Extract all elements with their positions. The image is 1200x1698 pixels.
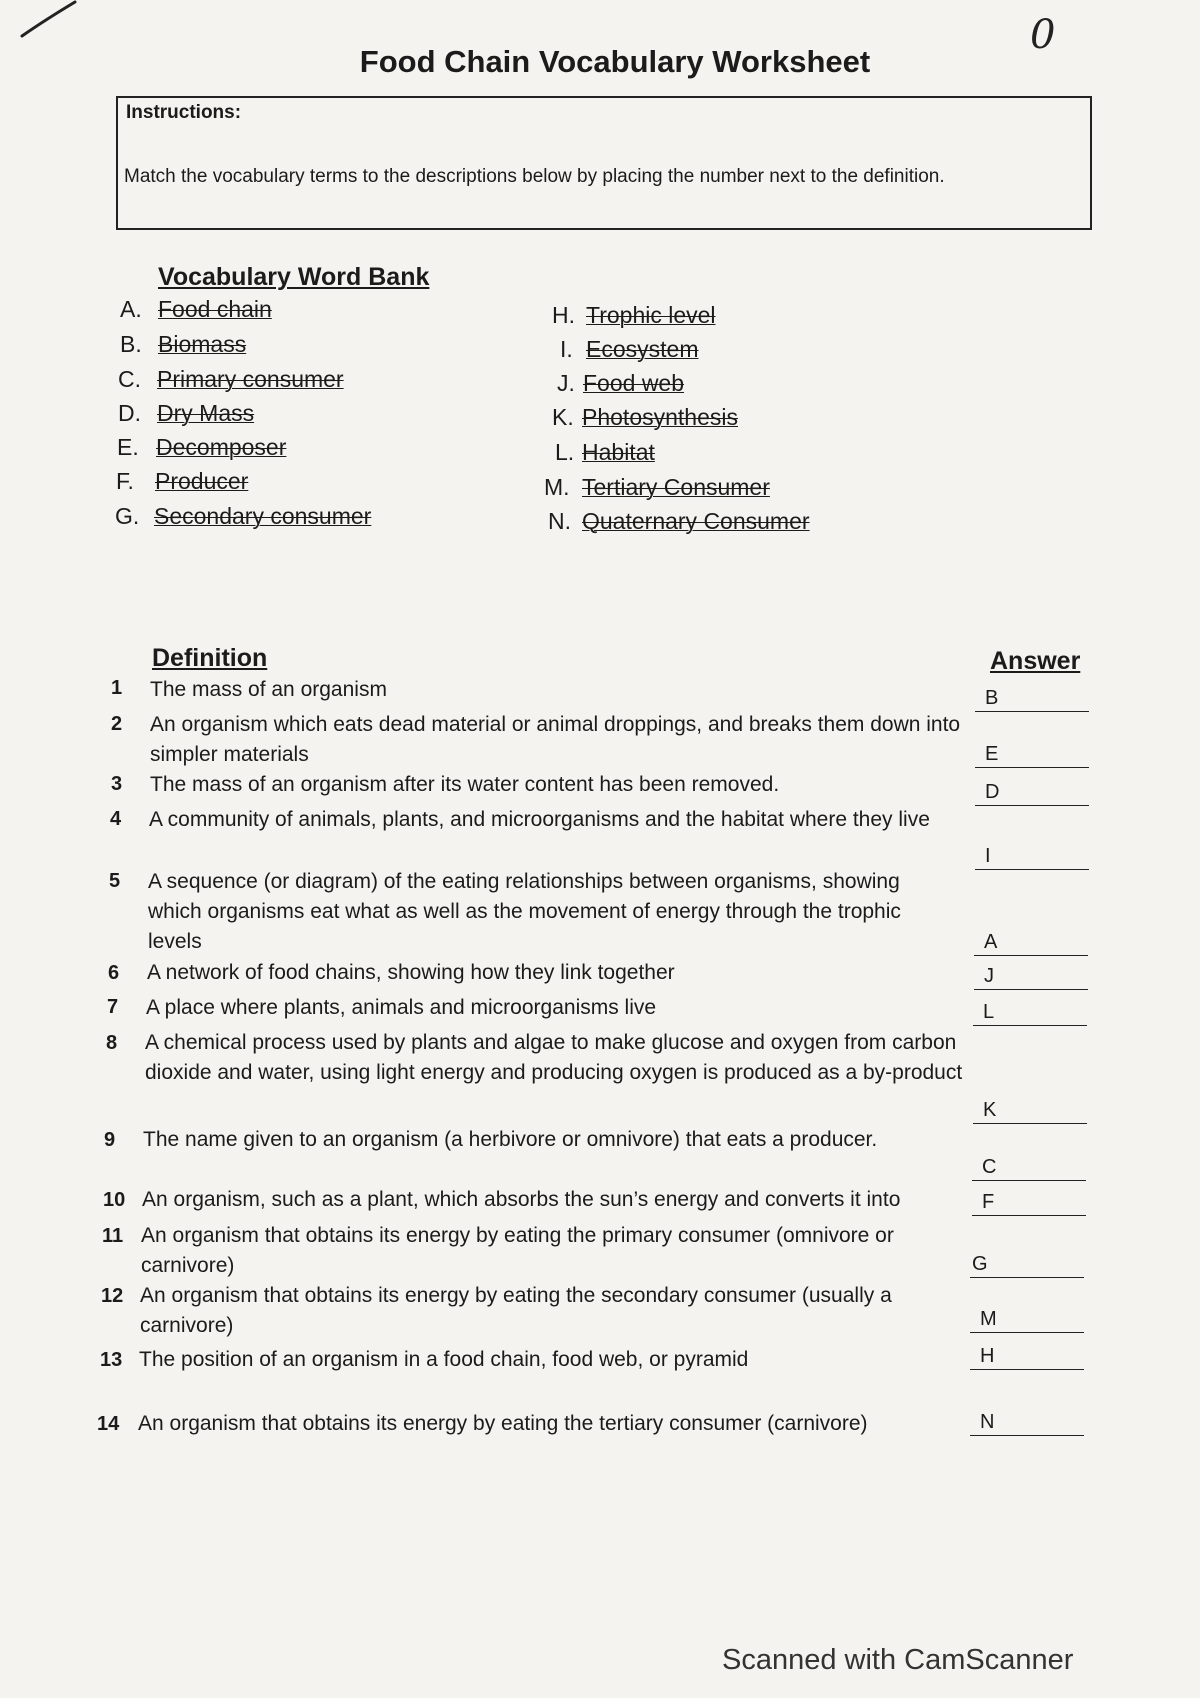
vocab-term: Primary consumer	[157, 366, 344, 392]
definition-text: A community of animals, plants, and microorganisms and the habitat where they live	[149, 808, 930, 831]
instructions-box	[116, 96, 1092, 230]
definition-text: An organism that obtains its energy by eating the secondary consumer (usually a carnivore)	[140, 1284, 892, 1337]
definition-text: An organism that obtains its energy by eating the tertiary consumer (carnivore)	[138, 1412, 868, 1435]
word-bank-heading: Vocabulary Word Bank	[158, 263, 430, 291]
vocab-term: Decomposer	[156, 434, 287, 460]
answer-field[interactable]: G	[970, 1250, 1084, 1278]
definition-number: 6	[108, 962, 120, 984]
vocab-term: Photosynthesis	[582, 404, 738, 430]
vocab-item	[117, 434, 286, 461]
handwritten-page-mark: 0	[1030, 12, 1056, 58]
vocab-item	[116, 468, 248, 495]
answer-field[interactable]: B	[975, 684, 1089, 712]
vocab-term: Tertiary Consumer	[582, 474, 770, 500]
vocab-item	[120, 296, 272, 323]
pen-stroke-mark	[20, 0, 80, 40]
answer-field[interactable]: J	[974, 962, 1088, 990]
vocab-letter: M.	[544, 474, 570, 500]
answer-heading: Answer	[990, 647, 1081, 675]
vocab-item	[118, 400, 254, 427]
vocab-term: Dry Mass	[157, 400, 255, 426]
definition-text: The name given to an organism (a herbivore or omnivore) that eats a producer.	[143, 1128, 878, 1151]
definition-text: An organism which eats dead material or animal droppings, and breaks them down into simpler materials	[150, 713, 961, 766]
definition-number: 7	[107, 996, 119, 1018]
vocab-item	[552, 404, 738, 431]
definition-number: 14	[97, 1413, 120, 1435]
definition-number: 8	[106, 1032, 118, 1054]
answer-field[interactable]: F	[972, 1188, 1086, 1216]
definition-text: A chemical process used by plants and algae to make glucose and oxygen from carbon dioxide and water, using light energy and producing oxygen is produced as a by-product	[145, 1031, 963, 1084]
vocab-term: Ecosystem	[586, 336, 699, 362]
vocab-term: Secondary consumer	[154, 503, 372, 529]
definition-text: The mass of an organism	[150, 678, 387, 701]
vocab-item	[120, 331, 246, 358]
definition-text: The position of an organism in a food chain, food web, or pyramid	[139, 1348, 749, 1371]
definition-number: 3	[111, 773, 123, 795]
vocab-letter: K.	[552, 404, 574, 430]
definition-number: 4	[110, 808, 122, 830]
page-title: Food Chain Vocabulary Worksheet	[359, 44, 871, 79]
vocab-letter: B.	[120, 331, 142, 357]
instructions-text: Match the vocabulary terms to the descriptions below by placing the number next to the definition.	[124, 166, 945, 187]
vocab-item	[557, 370, 684, 397]
definition-number: 13	[100, 1349, 123, 1371]
answer-field[interactable]: H	[970, 1342, 1084, 1370]
vocab-letter: N.	[548, 508, 571, 534]
vocab-letter: I.	[560, 336, 573, 362]
definition-text: A sequence (or diagram) of the eating relationships between organisms, showing which organisms eat what as well as the movement of energy through the trophic levels	[148, 870, 901, 953]
vocab-item	[544, 474, 770, 501]
vocab-item	[560, 336, 698, 363]
answer-field[interactable]: D	[975, 778, 1089, 806]
vocab-item	[115, 503, 371, 530]
vocab-term: Trophic level	[586, 302, 716, 328]
answer-field[interactable]: A	[974, 928, 1088, 956]
answer-field[interactable]: M	[970, 1305, 1084, 1333]
vocab-letter: L.	[555, 439, 575, 465]
instructions-heading: Instructions:	[126, 102, 242, 123]
answer-field[interactable]: L	[973, 998, 1087, 1026]
vocab-letter: D.	[118, 400, 141, 426]
definition-number: 1	[111, 677, 123, 699]
vocab-item	[118, 366, 344, 393]
vocab-term: Habitat	[582, 439, 655, 465]
scanner-footer: Scanned with CamScanner	[722, 1644, 1074, 1676]
vocab-letter: F.	[116, 468, 134, 494]
answer-field[interactable]: N	[970, 1408, 1084, 1436]
vocab-letter: C.	[118, 366, 141, 392]
definition-number: 9	[104, 1129, 116, 1151]
answer-field[interactable]: K	[973, 1096, 1087, 1124]
definition-text: An organism, such as a plant, which absorbs the sun’s energy and converts it into	[142, 1188, 901, 1211]
vocab-term: Quaternary Consumer	[582, 508, 810, 534]
vocab-letter: H.	[552, 302, 575, 328]
vocab-term: Food chain	[158, 296, 272, 322]
vocab-letter: G.	[115, 503, 140, 529]
definition-number: 12	[101, 1285, 124, 1307]
answer-field[interactable]: C	[972, 1153, 1086, 1181]
vocab-term: Food web	[583, 370, 685, 396]
vocab-term: Producer	[155, 468, 249, 494]
definition-number: 10	[103, 1189, 126, 1211]
definition-text: A network of food chains, showing how they link together	[147, 961, 675, 984]
vocab-item	[548, 508, 810, 535]
definition-text: A place where plants, animals and microorganisms live	[146, 996, 657, 1019]
vocab-item	[552, 302, 716, 329]
definition-number: 5	[109, 870, 121, 892]
definition-text: The mass of an organism after its water content has been removed.	[150, 773, 780, 796]
definition-number: 11	[102, 1225, 124, 1247]
vocab-letter: A.	[120, 296, 142, 322]
vocab-item	[555, 439, 655, 466]
answer-field[interactable]: E	[975, 740, 1089, 768]
definition-heading: Definition	[152, 644, 268, 672]
answer-field[interactable]: I	[975, 842, 1089, 870]
vocab-letter: E.	[117, 434, 139, 460]
vocab-term: Biomass	[158, 331, 247, 357]
definition-number: 2	[111, 713, 123, 735]
vocab-letter: J.	[557, 370, 575, 396]
definition-text: An organism that obtains its energy by eating the primary consumer (omnivore or carnivore)	[141, 1224, 894, 1277]
